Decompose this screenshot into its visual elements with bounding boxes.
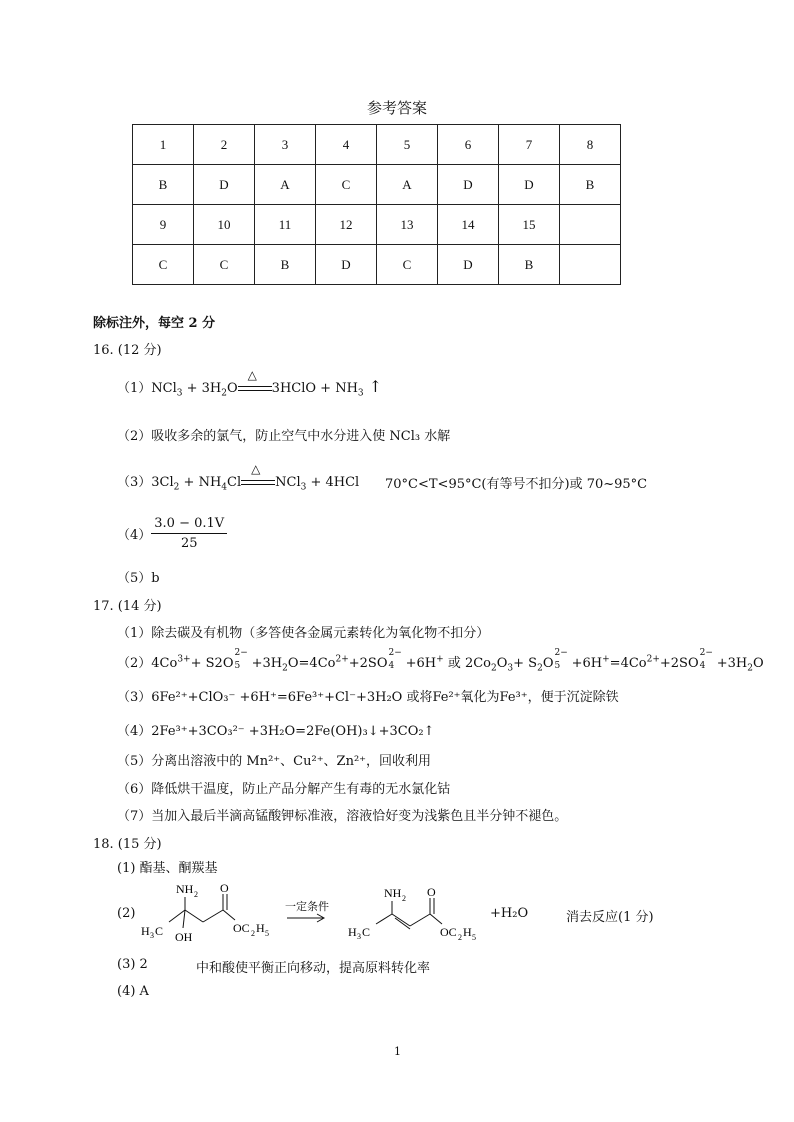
reaction-condition: 一定条件: [285, 900, 329, 913]
table-cell: A: [377, 165, 438, 205]
heat-equals-sign: △: [241, 477, 275, 489]
reaction-type: 消去反应(1 分): [566, 910, 654, 925]
table-cell: B: [255, 245, 316, 285]
q17-part5: （5）分离出溶液中的 Mn²⁺、Cu²⁺、Zn²⁺，回收利用: [117, 754, 432, 769]
fraction: $\frac{3.0 - 0.1V}{25}$: [151, 516, 227, 551]
svg-text:H: H: [141, 924, 150, 938]
q17-header: 17. (14 分): [93, 599, 162, 614]
table-cell: 8: [560, 125, 621, 165]
q16-temperature: 70°C<T<95°C(有等号不扣分)或 70~95°C: [385, 477, 648, 492]
table-cell: 15: [499, 205, 560, 245]
table-cell: 14: [438, 205, 499, 245]
svg-text:2: 2: [194, 890, 198, 899]
table-cell: 12: [316, 205, 377, 245]
table-cell: 6: [438, 125, 499, 165]
table-cell: D: [499, 165, 560, 205]
table-cell: C: [377, 245, 438, 285]
svg-text:NH: NH: [176, 882, 194, 896]
svg-text:2: 2: [458, 933, 462, 942]
table-cell: 10: [194, 205, 255, 245]
table-cell: C: [316, 165, 377, 205]
svg-text:3: 3: [150, 931, 154, 940]
q17-part2: $(2)4Co^{3+}+ S2O$ 2− 5 $+3H_2O=4Co^{2+}+2SO$ 2− 4 +6H+ 或 $2Co_2O_3+ S_2O$ 2− 5 $+6H^+=4Co^{2+}+2SO$ 2− 4 $+3H_2O$: [117, 648, 764, 674]
q16-header: 16. (12 分): [93, 343, 162, 358]
svg-text:2: 2: [251, 929, 255, 938]
table-row: [133, 205, 621, 245]
answer-table: [132, 124, 621, 285]
table-row: [133, 165, 621, 205]
q18-part4: (4) A: [117, 984, 149, 999]
svg-text:C: C: [155, 924, 164, 938]
table-cell: 13: [377, 205, 438, 245]
scoring-note: 除标注外，每空 2 分: [93, 316, 216, 331]
svg-text:5: 5: [265, 929, 269, 938]
q16-part2: （2）吸收多余的氯气，防止空气中水分进入使 NCl₃ 水解: [117, 429, 451, 444]
table-cell: D: [194, 165, 255, 205]
table-cell: 11: [255, 205, 316, 245]
svg-text:2: 2: [402, 894, 406, 903]
q16-part3: $(3)3Cl_2 + NH_4Cl$ △ NCl$_3$ + 4HCl: [117, 461, 360, 493]
q18-header: 18. (15 分): [93, 837, 162, 852]
table-cell: 5: [377, 125, 438, 165]
q18-part3-text: 中和酸使平衡正向移动，提高原料转化率: [196, 961, 431, 976]
svg-text:5: 5: [472, 933, 476, 942]
svg-text:NH: NH: [384, 886, 402, 900]
product-structure: [340, 884, 495, 946]
table-cell: 9: [133, 205, 194, 245]
table-cell: 3: [255, 125, 316, 165]
page-number: 1: [394, 1045, 401, 1058]
table-cell: D: [438, 165, 499, 205]
table-cell: 2: [194, 125, 255, 165]
svg-text:OC: OC: [233, 921, 250, 935]
q16-part5: （5）b: [117, 571, 160, 586]
page-title: 参考答案: [366, 99, 427, 117]
table-cell: 4: [316, 125, 377, 165]
q16-part1: $(1)NCl_3 + 3H_2O$ △ 3HClO + $NH_3$ ↑: [117, 367, 383, 399]
q18-part3-label: (3) 2: [117, 957, 148, 972]
table-row: [133, 125, 621, 165]
water-product: +H₂O: [490, 906, 529, 921]
table-cell: 7: [499, 125, 560, 165]
table-cell: 1: [133, 125, 194, 165]
reaction-arrow-icon: [287, 912, 327, 924]
svg-text:O: O: [427, 885, 436, 899]
svg-text:OC: OC: [440, 925, 457, 939]
svg-text:3: 3: [357, 932, 361, 941]
q17-part3: （3）6Fe²⁺+ClO₃⁻ +6H⁺=6Fe³⁺+Cl⁻+3H₂O 或将Fe²⁺氧化为Fe³⁺，便于沉淀除铁: [117, 690, 619, 705]
q17-part6: （6）降低烘干温度，防止产品分解产生有毒的无水氯化钴: [117, 782, 451, 797]
q17-part7: （7）当加入最后半滴高锰酸钾标准液，溶液恰好变为浅紫色且半分钟不褪色。: [117, 809, 568, 824]
table-cell: C: [194, 245, 255, 285]
table-cell: C: [133, 245, 194, 285]
svg-text:O: O: [220, 881, 229, 895]
table-cell: B: [133, 165, 194, 205]
q18-part2-label: (2): [117, 906, 136, 921]
svg-text:H: H: [348, 925, 357, 939]
table-cell: B: [499, 245, 560, 285]
q17-part1: （1）除去碳及有机物（多答使各金属元素转化为氧化物不扣分）: [117, 626, 490, 641]
table-cell: D: [316, 245, 377, 285]
svg-text:C: C: [362, 925, 371, 939]
reactant-structure: [135, 880, 285, 950]
table-row: [133, 245, 621, 285]
table-cell: [560, 205, 621, 245]
table-cell: [560, 245, 621, 285]
svg-text:H: H: [463, 925, 472, 939]
table-cell: B: [560, 165, 621, 205]
table-cell: D: [438, 245, 499, 285]
q16-part4: （4） $\frac{3.0 - 0.1V}{25}$: [117, 516, 227, 551]
table-cell: A: [255, 165, 316, 205]
heat-equals-sign: △: [238, 383, 272, 395]
q17-part4: （4）2Fe³⁺+3CO₃²⁻ +3H₂O=2Fe(OH)₃↓+3CO₂↑: [117, 724, 435, 739]
svg-text:OH: OH: [175, 930, 193, 944]
q18-part1: (1) 酯基、酮羰基: [117, 861, 218, 876]
svg-text:H: H: [256, 921, 265, 935]
